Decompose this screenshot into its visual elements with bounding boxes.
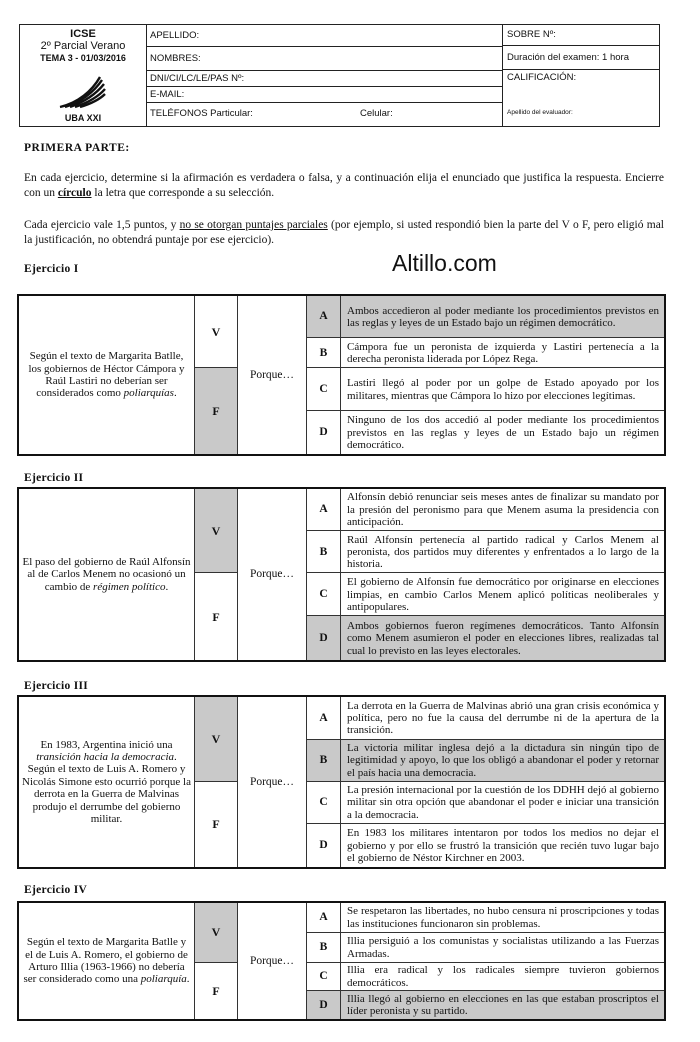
telefono-particular-field[interactable]: TELÉFONOS Particular: (150, 108, 253, 119)
option-f[interactable]: F (195, 573, 238, 661)
option-c: Illia era radical y los radicales siempre tuvieron gobiernos democráticos. (341, 962, 666, 990)
option-b: Cámpora fue un peronista de izquierda y Lastiri pertenecía a la derecha peronista liderada por López Rega. (341, 338, 666, 368)
instructions-text: En cada ejercicio, determine si la afirmación es verdadera o falsa, y a continuación elija el enunciado que justifica la respuesta. Encierre con un (24, 172, 664, 199)
option-v[interactable]: V (195, 488, 238, 573)
scoring-text-end: (por ejemplo, si usted respondió bien la parte del V o F, pero eligió mal la justificación, no obtendrá puntaje por ese ejercicio). (24, 219, 664, 246)
letter-c[interactable]: C (307, 368, 341, 411)
option-b: Raúl Alfonsín pertenecía al partido radical y Carlos Menem al peronista, dos partidos muy diferentes y enfrentados a lo largo de la historia. (341, 530, 666, 572)
statement-end: . Según el texto de Luis A. Romero y Nicolás Simone esto ocurrió porque la derrota en la Guerra de Malvinas produjo el derrumbe del gobierno militar. (22, 750, 191, 826)
option-c: La presión internacional por la cuestión de los DDHH dejó al gobierno militar sin otra opción que abandonar el poder e iniciar una transición a la democracia. (341, 781, 666, 823)
option-b: La victoria militar inglesa dejó a la dictadura sin ningún tipo de legitimidad y apoyo, lo que los obligó a abandonar el poder y retornar el país hacia una democracia. (341, 739, 666, 781)
exercise-4-table (17, 901, 666, 1021)
logo-label: UBA XXI (64, 113, 102, 123)
apellido-field[interactable]: APELLIDO: (146, 25, 502, 47)
calificacion-field[interactable]: CALIFICACIÓN: (507, 72, 577, 83)
letter-a[interactable]: A (307, 696, 341, 739)
option-d: Ninguno de los dos accedió al poder mediante los procedimientos previstos en las reglas y leyes de un Estado bajo un régimen democrático. (341, 410, 666, 455)
letter-a[interactable]: A (307, 295, 341, 338)
exercise-4-title: Ejercicio IV (24, 884, 88, 896)
option-a: Ambos accedieron al poder mediante los procedimientos previstos en las reglas y leyes de un Estado bajo un régimen democrático. (341, 295, 666, 338)
exercise-3-title: Ejercicio III (24, 680, 89, 692)
exercise-1-table (17, 294, 666, 456)
letter-a[interactable]: A (307, 488, 341, 530)
statement-italic: régimen político (93, 580, 166, 593)
letter-b[interactable]: B (307, 932, 341, 962)
school-name: ICSE (70, 28, 96, 40)
statement-text: Según el texto de Margarita Batlle, los gobiernos de Héctor Cámpora y Raúl Lastiri no deberían ser considerados como (28, 350, 185, 400)
exercise-4-statement (18, 902, 195, 1020)
exercise-2-title: Ejercicio II (24, 472, 84, 484)
celular-field[interactable]: Celular: (360, 108, 393, 119)
nombres-field[interactable]: NOMBRES: (146, 47, 502, 71)
exercise-3-table (17, 695, 666, 869)
exam-header (19, 24, 660, 127)
circulo-emphasis: círculo (57, 187, 92, 199)
statement-end: . (173, 387, 177, 400)
scoring-text: Cada ejercicio vale 1,5 puntos, y (24, 219, 180, 231)
instructions-paragraph (24, 171, 664, 201)
watermark: Altillo.com (392, 250, 497, 276)
exercise-2-table (17, 487, 666, 662)
statement-text: El paso del gobierno de Raúl Alfonsín al de Carlos Menem no ocasionó un cambio de (22, 555, 191, 593)
header-institution (20, 25, 147, 126)
evaluador-field[interactable]: Apellido del evaluador: (507, 109, 573, 116)
porque-label: Porque… (238, 488, 307, 661)
telefonos-row (146, 103, 502, 126)
option-b: Illia persiguió a los comunistas y socialistas utilizando a las Fuerzas Armadas. (341, 932, 666, 962)
letter-d[interactable]: D (307, 410, 341, 455)
sobre-field[interactable]: SOBRE Nº: (503, 25, 660, 46)
duracion-text: Duración del examen: 1 hora (503, 46, 660, 70)
header-grading (502, 25, 660, 126)
exercise-2-statement (18, 488, 195, 661)
dni-field[interactable]: DNI/CI/LC/LE/PAS Nº: (146, 71, 502, 87)
option-f[interactable]: F (195, 368, 238, 455)
option-a: Alfonsín debió renunciar seis meses antes de finalizar su mandato por la presión del peronismo para que Menem asuma la presidencia con anticipación. (341, 488, 666, 530)
option-f[interactable]: F (195, 781, 238, 868)
scoring-paragraph (24, 218, 664, 248)
exam-tema: TEMA 3 - 01/03/2016 (40, 53, 126, 63)
statement-end: . (186, 973, 190, 986)
letter-c[interactable]: C (307, 573, 341, 615)
option-d: En 1983 los militares intentaron por todos los medios no dejar el gobierno y por ello se frustró la transición que recién tuvo lugar bajo el gobierno de Néstor Kirchner en 2003. (341, 823, 666, 868)
option-c: Lastiri llegó al poder por un golpe de Estado apoyado por los militares, mientras que Cámpora lo hizo por elecciones legítimas. (341, 368, 666, 411)
statement-text: Según el texto de Margarita Batlle y el de Luis A. Romero, el gobierno de Arturo Illia (1963-1966) no debería ser considerado como una (23, 936, 188, 986)
option-a: Se respetaron las libertades, no hubo censura ni proscripciones y todas las instituciones funcionaron sin problemas. (341, 902, 666, 932)
letter-b[interactable]: B (307, 338, 341, 368)
porque-label: Porque… (238, 902, 307, 1020)
option-c: El gobierno de Alfonsín fue democrático por originarse en elecciones limpias, en cambio Carlos Menem aplicó políticas neoliberales y antipopulares. (341, 573, 666, 615)
letter-c[interactable]: C (307, 962, 341, 990)
statement-text: En 1983, Argentina inició una (40, 738, 173, 751)
uba-xxi-logo-icon (56, 73, 106, 109)
exercise-1-title: Ejercicio I (24, 263, 79, 275)
exam-name: 2º Parcial Verano (40, 40, 126, 52)
no-partial-emphasis: no se otorgan puntajes parciales (179, 219, 328, 231)
statement-italic: poliarquía (140, 973, 187, 986)
porque-label: Porque… (238, 295, 307, 455)
section-title: PRIMERA PARTE: (24, 142, 130, 154)
option-f[interactable]: F (195, 962, 238, 1020)
instructions-text-end: la letra que corresponde a su selección. (91, 187, 275, 199)
option-v[interactable]: V (195, 902, 238, 962)
letter-c[interactable]: C (307, 781, 341, 823)
email-field[interactable]: E-MAIL: (146, 87, 502, 103)
letter-d[interactable]: D (307, 615, 341, 661)
exercise-1-statement (18, 295, 195, 455)
statement-end: . (165, 580, 169, 593)
letter-a[interactable]: A (307, 902, 341, 932)
letter-d[interactable]: D (307, 823, 341, 868)
statement-italic: transición hacia la democracia (36, 750, 175, 763)
letter-b[interactable]: B (307, 739, 341, 781)
exercise-3-statement (18, 696, 195, 868)
option-a: La derrota en la Guerra de Malvinas abrió una gran crisis económica y política, pero no fue la causa del derrumbe ni de la apertura de la transición. (341, 696, 666, 739)
letter-b[interactable]: B (307, 530, 341, 572)
option-d: Ambos gobiernos fueron regímenes democráticos. Tanto Alfonsín como Menem asumieron el poder en elecciones libres, realizadas tal cual lo previsto en las leyes electorales. (341, 615, 666, 661)
statement-italic: poliarquías (123, 387, 174, 400)
option-v[interactable]: V (195, 295, 238, 368)
letter-d[interactable]: D (307, 990, 341, 1020)
porque-label: Porque… (238, 696, 307, 868)
option-v[interactable]: V (195, 696, 238, 781)
option-d: Illia llegó al gobierno en elecciones en las que estaban proscriptos el líder peronista y su partido. (341, 990, 666, 1020)
